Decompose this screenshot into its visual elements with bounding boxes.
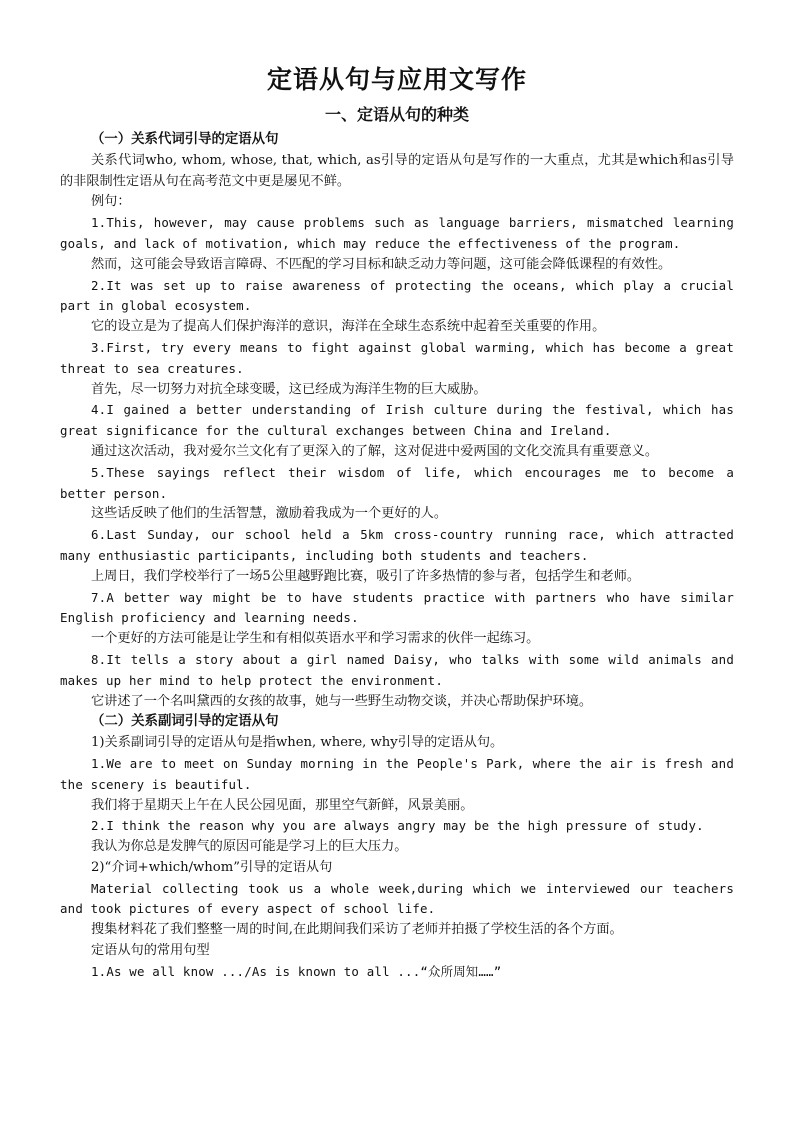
patterns-heading: 定语从句的常用句型 (91, 943, 210, 959)
subsection-heading: （一）关系代词引导的定语从句 (91, 132, 279, 147)
example-chinese: 这些话反映了他们的生活智慧，激励着我成为一个更好的人。 (91, 506, 448, 522)
example-english: Material collecting took us a whole week,during which we interviewed our teachers and took pictures of every aspect of school life. (60, 880, 734, 917)
intro-paragraph: 关系代词who, whom, whose, that, which, as引导的定语从句是写作的一大重点，尤其是which和as引导的非限制性定语从句在高考范文中更是屡见不鲜。 (60, 152, 734, 189)
example-english: 7.A better way might be to have students practice with partners who have similar English proficiency and learning needs. (60, 589, 734, 626)
example-chinese: 然而，这可能会导致语言障碍、不匹配的学习目标和缺乏动力等问题，这可能会降低课程的有效性。 (91, 256, 672, 272)
page-title: 定语从句与应用文写作 (266, 65, 527, 94)
example-chinese: 我认为你总是发脾气的原因可能是学习上的巨大压力。 (91, 839, 408, 855)
example-english: 6.Last Sunday, our school held a 5km cross-country running race, which attracted many enthusiastic participants, including both students and teachers. (60, 527, 734, 563)
rule-paragraph: 1)关系副词引导的定语从句是指when, where, why引导的定语从句。 (91, 735, 504, 751)
example-english: 2.I think the reason why you are always angry may be the high pressure of study. (91, 818, 704, 834)
example-english: 5.These sayings reflect their wisdom of life, which encourages me to become a better person. (60, 464, 734, 501)
example-chinese: 通过这次活动，我对爱尔兰文化有了更深入的了解，这对促进中爱两国的文化交流具有重要意义。 (91, 443, 659, 459)
example-chinese: 我们将于星期天上午在人民公园见面，那里空气新鲜，风景美丽。 (91, 797, 474, 813)
subsection-heading: （二）关系副词引导的定语从句 (91, 714, 279, 730)
example-chinese: 搜集材料花了我们整整一周的时间,在此期间我们采访了老师并拍摄了学校生活的各个方面。 (91, 922, 623, 938)
example-english: 8.It tells a story about a girl named Daisy, who talks with some wild animals and makes up her mind to help protect the environment. (60, 651, 734, 688)
document-page (60, 58, 734, 983)
example-english: 3.First, try every means to fight against global warming, which has become a great threat to sea creatures. (60, 339, 734, 376)
example-english: 1.This, however, may cause problems such as language barriers, mismatched learning goals, and lack of motivation, which may reduce the effectiveness of the program. (60, 215, 734, 251)
example-chinese: 它的设立是为了提高人们保护海洋的意识，海洋在全球生态系统中起着至关重要的作用。 (91, 319, 606, 335)
example-chinese: 首先，尽一切努力对抗全球变暖，这已经成为海洋生物的巨大威胁。 (91, 381, 487, 397)
example-label: 例句： (91, 194, 131, 210)
example-chinese: 上周日，我们学校举行了一场5公里越野跑比赛，吸引了许多热情的参与者，包括学生和老师。 (91, 568, 641, 584)
example-english: 4.I gained a better understanding of Irish culture during the festival, which has great significance for the cultural exchanges between China and Ireland. (60, 402, 734, 439)
rule-paragraph: 2)“介词+which/whom”引导的定语从句 (91, 859, 333, 875)
example-chinese: 一个更好的方法可能是让学生和有相似英语水平和学习需求的伙伴一起练习。 (91, 631, 540, 647)
section-heading: 一、定语从句的种类 (324, 105, 469, 124)
example-english: 1.We are to meet on Sunday morning in the People's Park, where the air is fresh and the scenery is beautiful. (60, 755, 734, 792)
example-english: 2.It was set up to raise awareness of protecting the oceans, which play a crucial part in global ecosystem. (60, 277, 734, 314)
example-chinese: 它讲述了一个名叫黛西的女孩的故事，她与一些野生动物交谈，并决心帮助保护环境。 (91, 693, 593, 709)
pattern-item: 1.As we all know .../As is known to all ...“众所周知……” (91, 963, 502, 979)
